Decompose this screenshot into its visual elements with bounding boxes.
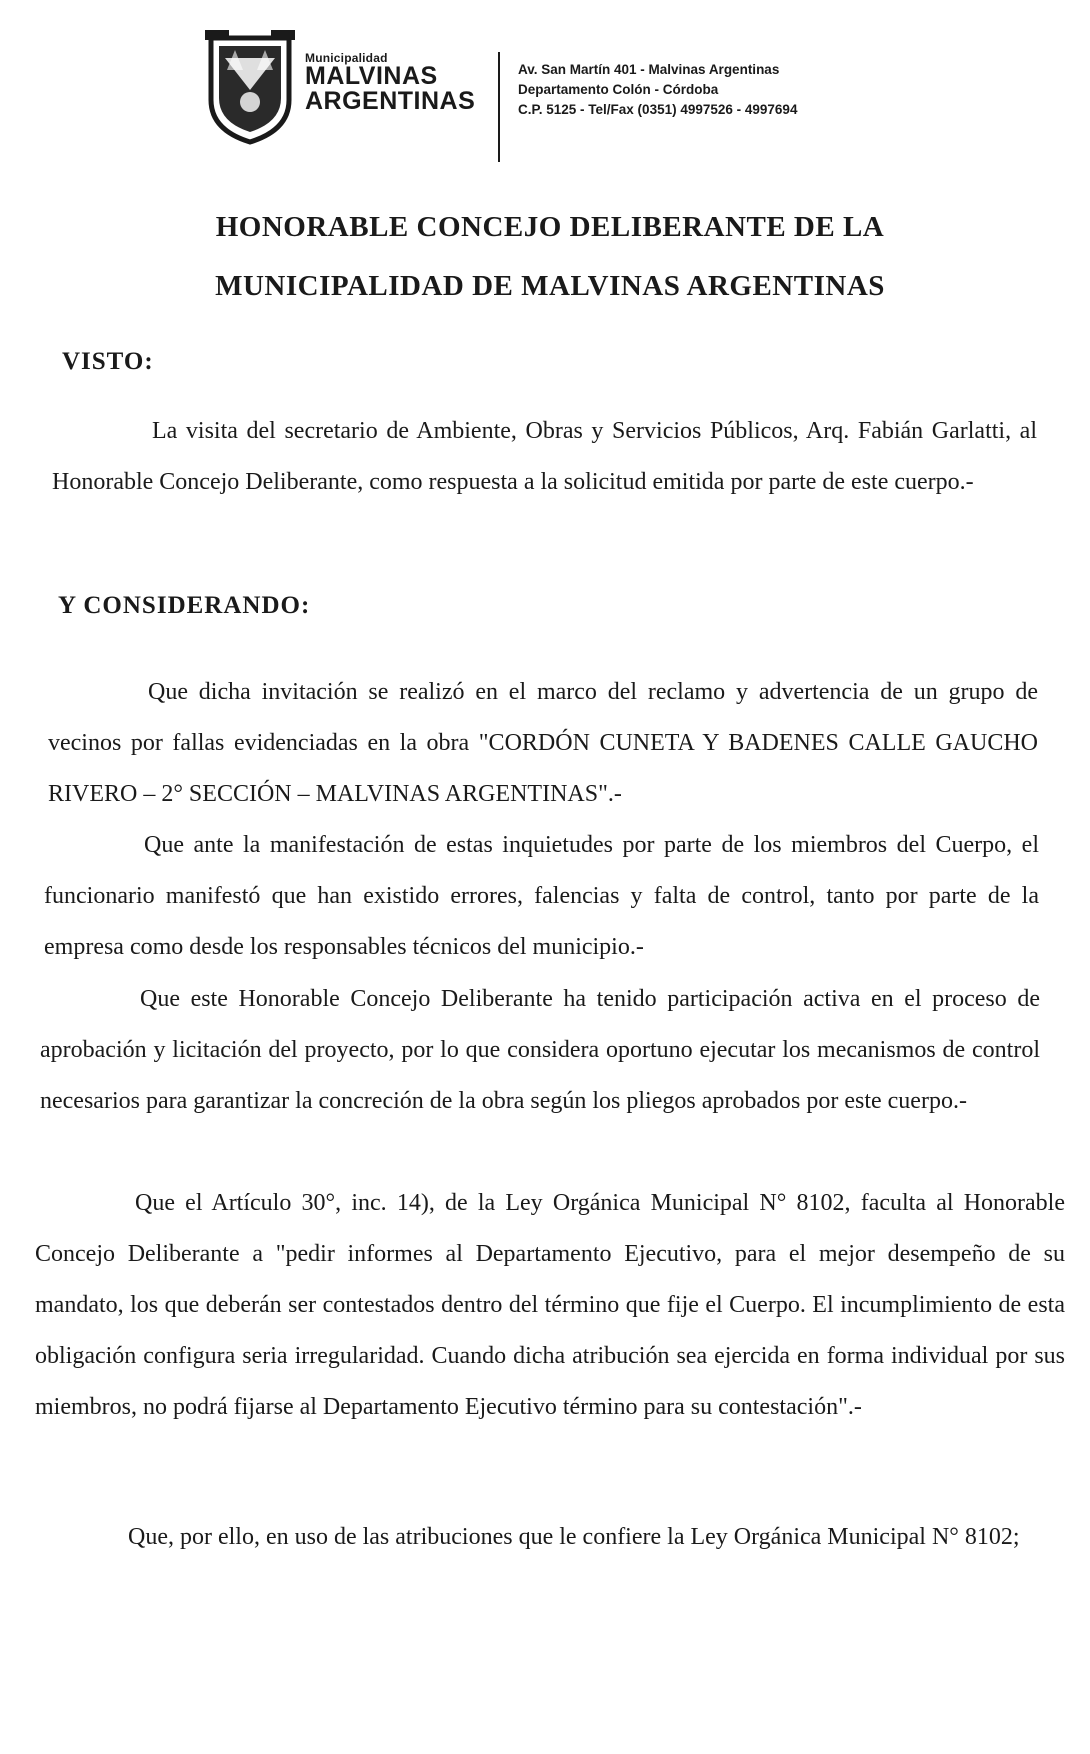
title-line-2: MUNICIPALIDAD DE MALVINAS ARGENTINAS [215,270,885,302]
considerando-paragraph-1 [48,667,1038,820]
letterhead-divider [498,52,500,162]
letterhead [205,30,865,150]
brand-line-1: MALVINAS [305,62,438,90]
considerando-heading: Y CONSIDERANDO: [58,592,311,619]
visto-paragraph-text: La visita del secretario de Ambiente, Obras y Servicios Públicos, Arq. Fabián Garlatti, al Honorable Concejo Deliberante, como respuesta a la solicitud emitida por parte de este cuerpo.- [52,418,1037,495]
considerando-paragraph-3 [40,974,1040,1127]
considerando-paragraph-1-text: Que dicha invitación se realizó en el marco del reclamo y advertencia de un grupo de vecinos por fallas evidenciadas en la obra "CORDÓN CUNETA Y BADENES CALLE GAUCHO RIVERO – 2° SECCIÓN – MALVINAS ARGENTINAS".- [48,679,1038,807]
address-line-2: Departamento Colón - Córdoba [518,81,719,97]
considerando-paragraph-2-text: Que ante la manifestación de estas inquietudes por parte de los miembros del Cuerpo, el funcionario manifestó que han existido errores, falencias y falta de control, tanto por parte de la empresa como desde los responsables técnicos del municipio.- [44,832,1039,960]
considerando-paragraph-4-text: Que el Artículo 30°, inc. 14), de la Ley Orgánica Municipal N° 8102, faculta al Honorable Concejo Deliberante a "pedir informes al Departamento Ejecutivo, para el mejor desempeño de su mandato, los que deberán ser contestados dentro del término que fije el Cuerpo. El incumplimiento de esta obligación configura seria irregularidad. Cuando dicha atribución sea ejercida en forma individual por sus miembros, no podrá fijarse al Departamento Ejecutivo término para su contestación".- [35,1190,1065,1420]
visto-paragraph [52,406,1037,508]
municipality-brand [305,52,475,114]
brand-small-label: Municipalidad [305,51,388,65]
letterhead-contact [518,60,797,120]
considerando-paragraph-2 [44,820,1039,973]
considerando-paragraph-5 [28,1512,1068,1563]
brand-line-2: ARGENTINAS [305,87,476,115]
visto-heading: VISTO: [62,348,154,375]
document-title [140,198,960,316]
address-line-1: Av. San Martín 401 - Malvinas Argentinas [518,62,780,77]
considerando-paragraph-3-text: Que este Honorable Concejo Deliberante ha tenido participación activa en el proceso de aprobación y licitación del proyecto, por lo que considera oportuno ejecutar los mecanismos de control necesarios para garantizar la concreción de la obra según los pliegos aprobados por este cuerpo.- [40,986,1040,1114]
address-line-3: C.P. 5125 - Tel/Fax (0351) 4997526 - 4997694 [518,101,798,117]
title-line-1: HONORABLE CONCEJO DELIBERANTE DE LA [215,211,885,243]
municipal-shield-logo [205,30,295,145]
considerando-paragraph-4 [35,1178,1065,1433]
considerando-paragraph-5-text: Que, por ello, en uso de las atribuciones que le confiere la Ley Orgánica Municipal N° 8102; [128,1524,1020,1550]
